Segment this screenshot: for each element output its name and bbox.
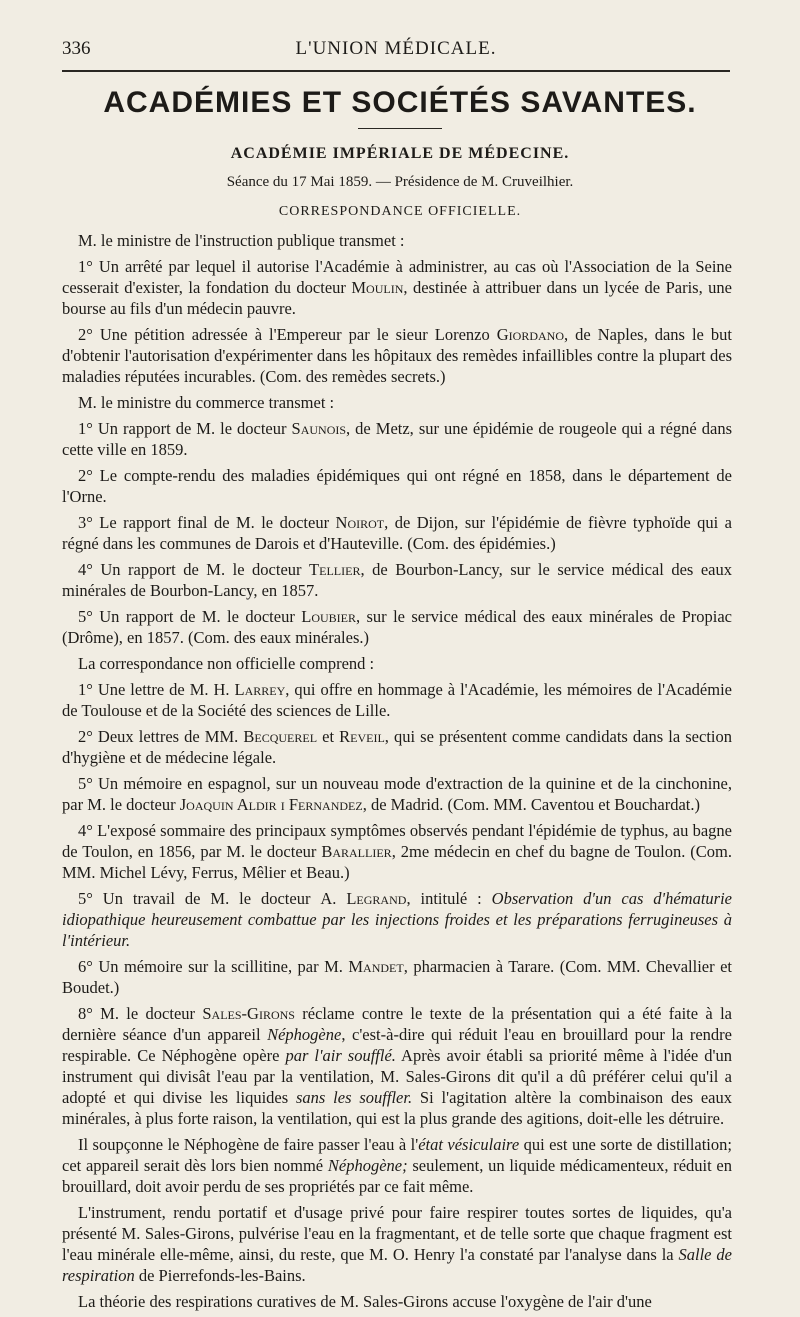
text-segment: de Pierrefonds-les-Bains. bbox=[134, 1266, 306, 1285]
text-segment: sans les souffler. bbox=[296, 1088, 413, 1107]
text-segment: 8° M. le docteur bbox=[78, 1004, 203, 1023]
paragraph bbox=[62, 653, 732, 674]
text-segment: , sur le service médical des eaux minérales de Propiac (Drôme), en 1857. (Com. des eaux minérales.) bbox=[62, 607, 732, 647]
page-number: 336 bbox=[62, 38, 91, 59]
paragraph bbox=[62, 324, 732, 387]
paragraph bbox=[62, 726, 732, 768]
text-segment: Joaquin Aldir i Fernandez bbox=[179, 795, 363, 814]
paragraph bbox=[62, 559, 732, 601]
text-segment: A. Legrand bbox=[320, 889, 407, 908]
text-segment: 2° Une pétition adressée à l'Empereur par le sieur Lorenzo bbox=[78, 325, 497, 344]
text-segment: , intitulé : bbox=[406, 889, 492, 908]
paragraph bbox=[62, 256, 732, 319]
paragraph bbox=[62, 512, 732, 554]
text-segment: Mandet bbox=[348, 957, 404, 976]
text-segment: Noirot bbox=[335, 513, 385, 532]
text-segment: M. le ministre de l'instruction publique transmet : bbox=[78, 231, 405, 250]
text-segment: Giordano bbox=[496, 325, 565, 344]
text-segment: Tellier bbox=[309, 560, 361, 579]
text-segment: , qui offre en hommage à l'Académie, les mémoires de l'Académie de Toulouse et de la Société des sciences de Lille. bbox=[62, 680, 732, 720]
text-segment: Barallier bbox=[321, 842, 392, 861]
article-body bbox=[62, 230, 732, 1317]
paragraph bbox=[62, 956, 732, 998]
text-segment: Néphogène bbox=[267, 1025, 342, 1044]
title-rule bbox=[358, 128, 442, 129]
paragraph bbox=[62, 418, 732, 460]
paragraph bbox=[62, 773, 732, 815]
paragraph bbox=[62, 1003, 732, 1129]
header-rule bbox=[62, 70, 730, 72]
paragraph bbox=[62, 1134, 732, 1197]
paragraph bbox=[62, 820, 732, 883]
text-segment: 5° Un rapport de M. le docteur bbox=[78, 607, 302, 626]
session-line: Séance du 17 Mai 1859. — Présidence de M. Cruveilhier. bbox=[226, 174, 574, 190]
paragraph bbox=[62, 392, 732, 413]
text-segment: 2° Deux lettres de MM. bbox=[78, 727, 244, 746]
paragraph bbox=[62, 465, 732, 507]
text-segment: Néphogène; bbox=[327, 1156, 408, 1175]
text-segment: , de Metz, sur une épidémie de rougeole qui a régné dans cette ville en 1859. bbox=[62, 419, 732, 459]
text-segment: Saunois bbox=[291, 419, 347, 438]
text-segment: Sales-Girons bbox=[202, 1004, 295, 1023]
text-segment: seulement, un liquide médicamenteux, réduit en brouillard, doit avoir perdu de ses propriétés par ce fait même. bbox=[62, 1156, 732, 1196]
text-segment: Moulin bbox=[351, 278, 404, 297]
running-title: L'UNION MÉDICALE. bbox=[295, 38, 497, 59]
text-segment: par l'air soufflé. bbox=[285, 1046, 396, 1065]
text-segment: La correspondance non officielle comprend : bbox=[78, 654, 375, 673]
text-segment: , de Dijon, sur l'épidémie de fièvre typhoïde qui a régné dans les communes de Darois et d'Hauteville. (Com. des épidémies.) bbox=[62, 513, 732, 553]
text-segment: 6° Un mémoire sur la scillitine, par M. bbox=[78, 957, 349, 976]
paragraph bbox=[62, 230, 732, 251]
paragraph bbox=[62, 1202, 732, 1286]
paragraph bbox=[62, 679, 732, 721]
section-title: ACADÉMIES ET SOCIÉTÉS SAVANTES. bbox=[103, 86, 697, 119]
text-segment: , de Bourbon-Lancy, sur le service médical des eaux minérales de Bourbon-Lancy, en 1857. bbox=[62, 560, 732, 600]
text-segment: Becquerel bbox=[243, 727, 318, 746]
paragraph bbox=[62, 888, 732, 951]
text-segment: 4° L'exposé sommaire des principaux symptômes observés pendant l'épidémie de typhus, au bagne de Toulon, en 1856, par M. le docteur bbox=[62, 821, 732, 861]
text-segment: , de Madrid. (Com. MM. Caventou et Bouchardat.) bbox=[362, 795, 700, 814]
text-segment: Il soupçonne le Néphogène de faire passer l'eau à l' bbox=[78, 1135, 419, 1154]
text-segment: M. le ministre du commerce transmet : bbox=[78, 393, 335, 412]
correspondence-heading: CORRESPONDANCE OFFICIELLE. bbox=[278, 204, 522, 219]
text-segment: 1° Un arrêté par lequel il autorise l'Académie à administrer, au cas où l'Association de la Seine cesserait d'exister, la fondation du docteur bbox=[62, 257, 732, 297]
text-segment: , pharmacien à Tarare. (Com. MM. Chevallier et Boudet.) bbox=[62, 957, 732, 997]
text-segment: Larrey bbox=[234, 680, 286, 699]
paragraph bbox=[62, 606, 732, 648]
text-segment: 3° Le rapport final de M. le docteur bbox=[78, 513, 336, 532]
text-segment: Si l'agitation altère la combinaison des eaux minérales, à plus forte raison, la ventilation, qui est la plus grande des agitions, doit-elle les détruire. bbox=[62, 1088, 733, 1128]
text-segment: Après avoir établi sa priorité même à l'idée d'un instrument qui divisât l'eau par la ventilation, M. Sales-Girons dit qu'il a dû préférer celui qu'il a adopté et qui divise les liquides bbox=[62, 1046, 732, 1107]
text-segment: 2° Le compte-rendu des maladies épidémiques qui ont régné en 1858, dans le département de l'Orne. bbox=[62, 466, 732, 506]
text-segment: , qui se présentent comme candidats dans la section d'hygiène et de médecine légale. bbox=[62, 727, 732, 767]
text-segment: , destinée à attribuer dans un lycée de Paris, une bourse au fils d'un médecin pauvre. bbox=[62, 278, 733, 318]
page-header bbox=[62, 38, 730, 66]
text-segment: qui est une sorte de distillation; cet appareil serait dès lors bien nommé bbox=[62, 1135, 732, 1175]
text-segment: Salle de respiration bbox=[62, 1245, 732, 1285]
paragraph bbox=[62, 1291, 732, 1312]
text-segment: 5° Un mémoire en espagnol, sur un nouveau mode d'extraction de la quinine et de la cinchonine, par M. le docteur bbox=[62, 774, 732, 814]
text-segment: 1° Un rapport de M. le docteur bbox=[78, 419, 292, 438]
text-segment: et bbox=[317, 727, 340, 746]
text-segment: Observation d'un cas d'hématurie idiopathique heureusement combattue par les injections froides et les préparations ferrugineuses à l'intérieur. bbox=[62, 889, 732, 950]
text-segment: 4° Un rapport de M. le docteur bbox=[78, 560, 310, 579]
text-segment: La théorie des respirations curatives de M. Sales-Girons accuse l'oxygène de l'air d'une bbox=[78, 1292, 652, 1311]
text-segment: 5° Un travail de M. le docteur bbox=[78, 889, 321, 908]
text-segment: état vésiculaire bbox=[418, 1135, 520, 1154]
text-segment: Reveil bbox=[339, 727, 385, 746]
text-segment: , c'est-à-dire qui réduit l'eau en brouillard pour la rendre respirable. Ce Néphogène opère bbox=[62, 1025, 732, 1065]
text-segment: , de Naples, dans le but d'obtenir l'autorisation d'expérimenter dans les hôpitaux des remèdes infaillibles contre la plupart des maladies réputées incurables. (Com. des remèdes secrets.) bbox=[62, 325, 732, 386]
academy-name: ACADÉMIE IMPÉRIALE DE MÉDECINE. bbox=[230, 145, 570, 162]
text-segment: 1° Une lettre de M. H. bbox=[78, 680, 235, 699]
text-segment: Loubier bbox=[301, 607, 356, 626]
text-segment: , 2me médecin en chef du bagne de Toulon. (Com. MM. Michel Lévy, Ferrus, Mêlier et Beau.) bbox=[62, 842, 733, 882]
text-segment: L'instrument, rendu portatif et d'usage privé pour faire respirer toutes sortes de liquides, qu'a présenté M. Sales-Girons, pulvérise l'eau en la fragmentant, et de telle sorte que chaque fragment est l'eau minérale elle-même, ainsi, du reste, que M. O. Henry l'a constaté par l'analyse dans la bbox=[62, 1203, 732, 1264]
text-segment: réclame contre le texte de la présentation qui a été faite à la dernière séance d'un appareil bbox=[62, 1004, 732, 1044]
